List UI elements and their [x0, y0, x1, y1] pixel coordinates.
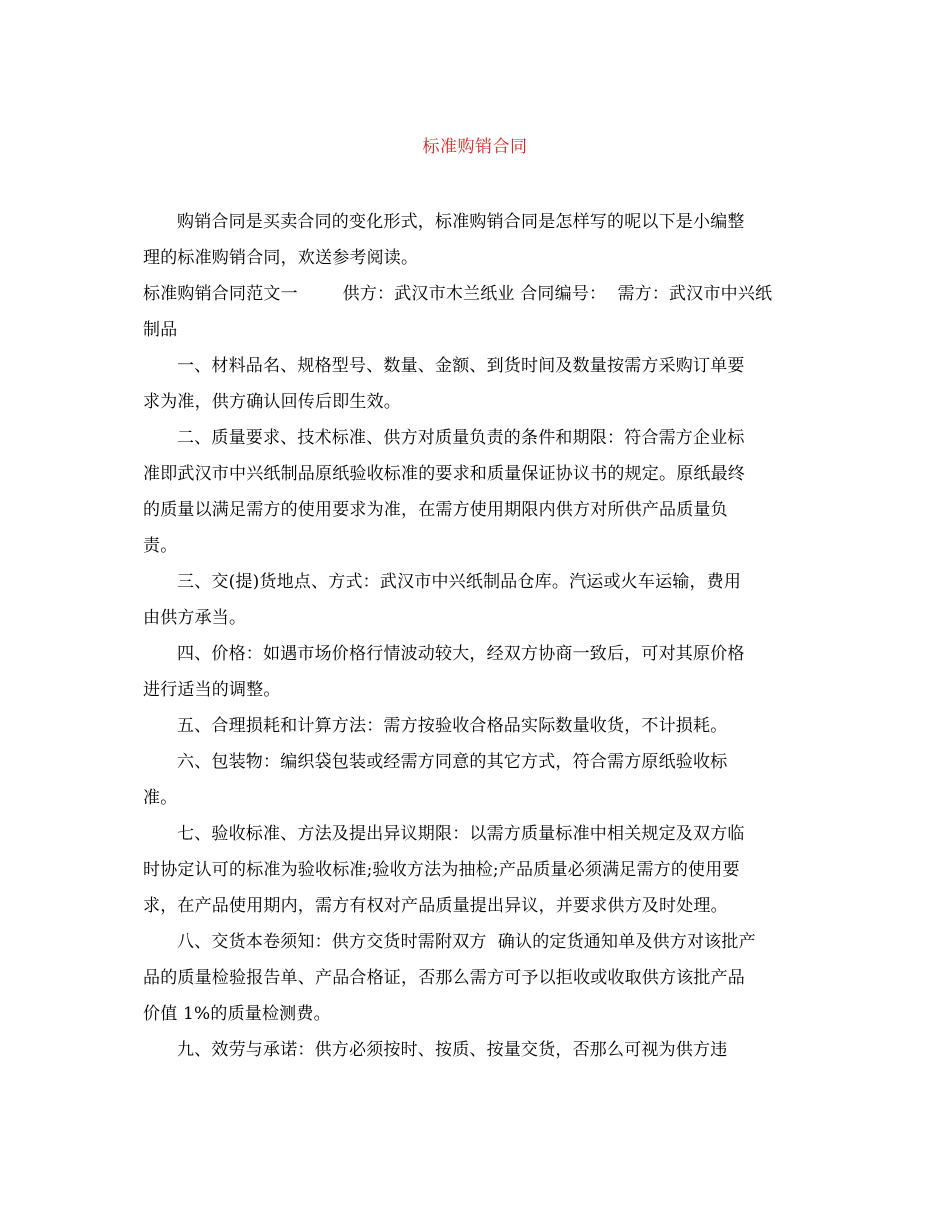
clause-4-line-2: 进行适当的调整。 [143, 680, 281, 700]
intro-line-1: 购销合同是买卖合同的变化形式，标准购销合同是怎样写的呢以下是小编整 [177, 212, 745, 232]
clause-8-line-3: 价值 1%的质量检测费。 [143, 1004, 331, 1024]
clause-3-line-1: 三、交(提)货地点、方式：武汉市中兴纸制品仓库。汽运或火车运输，费用 [177, 572, 742, 592]
clause-4-line-1: 四、价格：如遇市场价格行情波动较大，经双方协商一致后，可对其原价格 [177, 644, 745, 664]
clause-2-line-4: 责。 [143, 536, 178, 556]
clause-2-line-1: 二、质量要求、技术标准、供方对质量负责的条件和期限：符合需方企业标 [177, 428, 745, 448]
intro-line-2: 理的标准购销合同，欢送参考阅读。 [143, 248, 419, 268]
clause-7-line-3: 求，在产品使用期内，需方有权对产品质量提出异议，并要求供方及时处理。 [143, 896, 728, 916]
clause-2-line-2: 准即武汉市中兴纸制品原纸验收标准的要求和质量保证协议书的规定。原纸最终 [143, 464, 745, 484]
clause-6-line-1: 六、包装物：编织袋包装或经需方同意的其它方式，符合需方原纸验收标 [177, 752, 728, 772]
clause-6-line-2: 准。 [143, 788, 178, 808]
clause-1-line-2: 求为准，供方确认回传后即生效。 [143, 392, 401, 412]
contract-header-line-2: 制品 [143, 320, 178, 340]
clause-8-line-1: 八、交货本卷须知：供方交货时需附双方 确认的定货通知单及供方对该批产 [177, 932, 756, 952]
document-body [143, 204, 815, 1068]
clause-2-line-3: 的质量以满足需方的使用要求为准，在需方使用期限内供方对所供产品质量负 [143, 500, 728, 520]
clause-7-line-1: 七、验收标准、方法及提出异议期限：以需方质量标准中相关规定及双方临 [177, 824, 745, 844]
clause-9-line-1: 九、效劳与承诺：供方必须按时、按质、按量交货，否那么可视为供方违 [177, 1040, 728, 1060]
document-title: 标准购销合同 [422, 137, 528, 157]
clause-5-line-1: 五、合理损耗和计算方法：需方按验收合格品实际数量收货，不计损耗。 [177, 716, 728, 736]
clause-3-line-2: 由供方承当。 [143, 608, 247, 628]
contract-header-line-1: 标准购销合同范文一 供方：武汉市木兰纸业 合同编号： 需方：武汉市中兴纸 [143, 284, 773, 304]
clause-8-line-2: 品的质量检验报告单、产品合格证，否那么需方可予以拒收或收取供方该批产品 [143, 968, 745, 988]
clause-7-line-2: 时协定认可的标准为验收标准;验收方法为抽检;产品质量必须满足需方的使用要 [143, 860, 740, 880]
clause-1-line-1: 一、材料品名、规格型号、数量、金额、到货时间及数量按需方采购订单要 [177, 356, 745, 376]
